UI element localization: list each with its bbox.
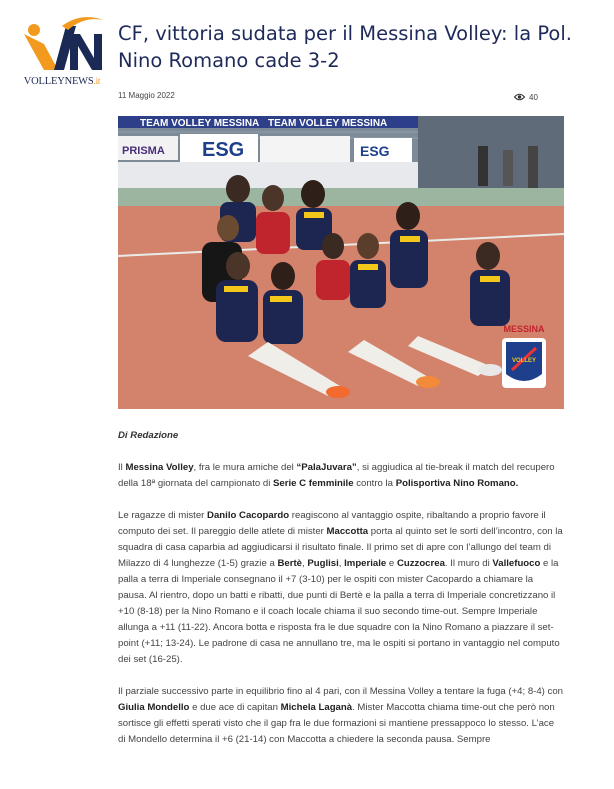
text-run: , <box>338 558 345 569</box>
bold-text-run: Imperiale <box>344 558 387 569</box>
article-date: 11 Maggio 2022 <box>118 91 175 100</box>
bold-text-run: Vallefuoco <box>492 558 541 569</box>
text-run: , si aggiudica al tie-break il match del recupero della 18ª giornata del campionato di <box>118 462 555 489</box>
bold-text-run: Danilo Cacopardo <box>207 510 290 521</box>
text-run: Le ragazze di mister <box>118 510 208 521</box>
badge-text: MESSINA <box>503 324 545 334</box>
article-paragraph-2 <box>118 508 564 668</box>
sponsor-prisma-text: PRISMA <box>122 145 165 157</box>
article-paragraph-3 <box>118 684 564 748</box>
bold-text-run: Bertè <box>277 558 302 569</box>
bold-text-run: Cuzzocrea <box>396 558 445 569</box>
bold-text-run: Polisportiva Nino Romano. <box>395 478 519 489</box>
sponsor-esg-text: ESG <box>202 139 245 161</box>
bold-text-run: Giulia Mondello <box>118 702 190 713</box>
banner-team-text: TEAM VOLLEY MESSINA <box>140 118 260 129</box>
bold-text-run: Puglisi <box>307 558 339 569</box>
text-run: e <box>386 558 397 569</box>
site-logo-text: VOLLEYNEWS.it <box>23 76 101 87</box>
article-title: CF, vittoria sudata per il Messina Volley: la Pol. Nino Romano cade 3-2 <box>118 22 572 72</box>
text-run: . Mister Maccotta chiama time-out che però non sortisce gli effetti sperati visto che il gap fra le due formazioni si mantiene pressappoco lo stesso. L’ace di Mondello determina il +6 (21-14) con Maccotta a chiedere la seconda pausa. Sempre <box>118 702 555 745</box>
text-run: . Il muro di <box>444 558 493 569</box>
view-count <box>514 90 538 104</box>
bold-text-run: Michela Laganà <box>280 702 353 713</box>
bold-text-run: Serie C femminile <box>273 478 354 489</box>
view-count-value: 40 <box>529 92 538 102</box>
site-logo[interactable] <box>14 14 110 94</box>
team-photo-illustration <box>118 116 564 409</box>
text-run: , fra le mura amiche del <box>193 462 297 473</box>
text-run: reagiscono al vantaggio ospite, ribaltando a proprio favore il computo dei set. Il pareggio delle atlete di mister <box>118 510 546 537</box>
text-run: Il <box>118 462 126 473</box>
text-run: contro la <box>353 478 396 489</box>
text-run: , <box>301 558 308 569</box>
text-run: e due ace di capitan <box>189 702 281 713</box>
eye-icon <box>514 93 525 101</box>
bold-text-run: Messina Volley <box>125 462 194 473</box>
bold-text-run: Maccotta <box>326 526 369 537</box>
volleynews-logo-icon <box>14 14 110 78</box>
article-paragraph-1 <box>118 460 564 492</box>
article-photo[interactable] <box>118 116 564 409</box>
bold-text-run: “PalaJuvara” <box>296 462 357 473</box>
text-run: porta al quinto set le sorti dell’incontro, con la squadra di casa caparbia ad aggiudicarsi il risultato finale. Il primo set di apre con l’allungo del team di Milazzo di 4 lunghezze (1-5) grazie a <box>118 526 563 569</box>
badge-subtext: VOLLEY <box>511 358 537 364</box>
banner-team-text-2: TEAM VOLLEY MESSINA <box>268 118 388 129</box>
text-run: e la palla a terra di Imperiale consegnano il +7 (3-10) per le ospiti con mister Cacopardo a chiamare la pausa. Al rientro, dopo un batti e ribatti, due punti di Bertè e la palla a terra di Imperiale concretizzano il +10 (8-18) per la Nino Romano e il coach locale chiama il suo secondo time-out. Sempre Imperiale allunga a +11 (11-22). Ancora botta e risposta fra le due squadre con la Nino Romano a piazzare il set-point (+11; 13-24). Le padrone di casa ne annullano tre, ma le ospiti si portano in vantaggio nel computo dei set (16-25). <box>118 558 560 665</box>
sponsor-esg-text-2: ESG <box>360 143 390 159</box>
text-run: Il parziale successivo parte in equilibrio fino al 4 pari, con il Messina Volley a tentare la fuga (+4; 8-4) con <box>118 686 564 697</box>
article-byline: Di Redazione <box>118 430 179 441</box>
article-body <box>118 428 564 764</box>
